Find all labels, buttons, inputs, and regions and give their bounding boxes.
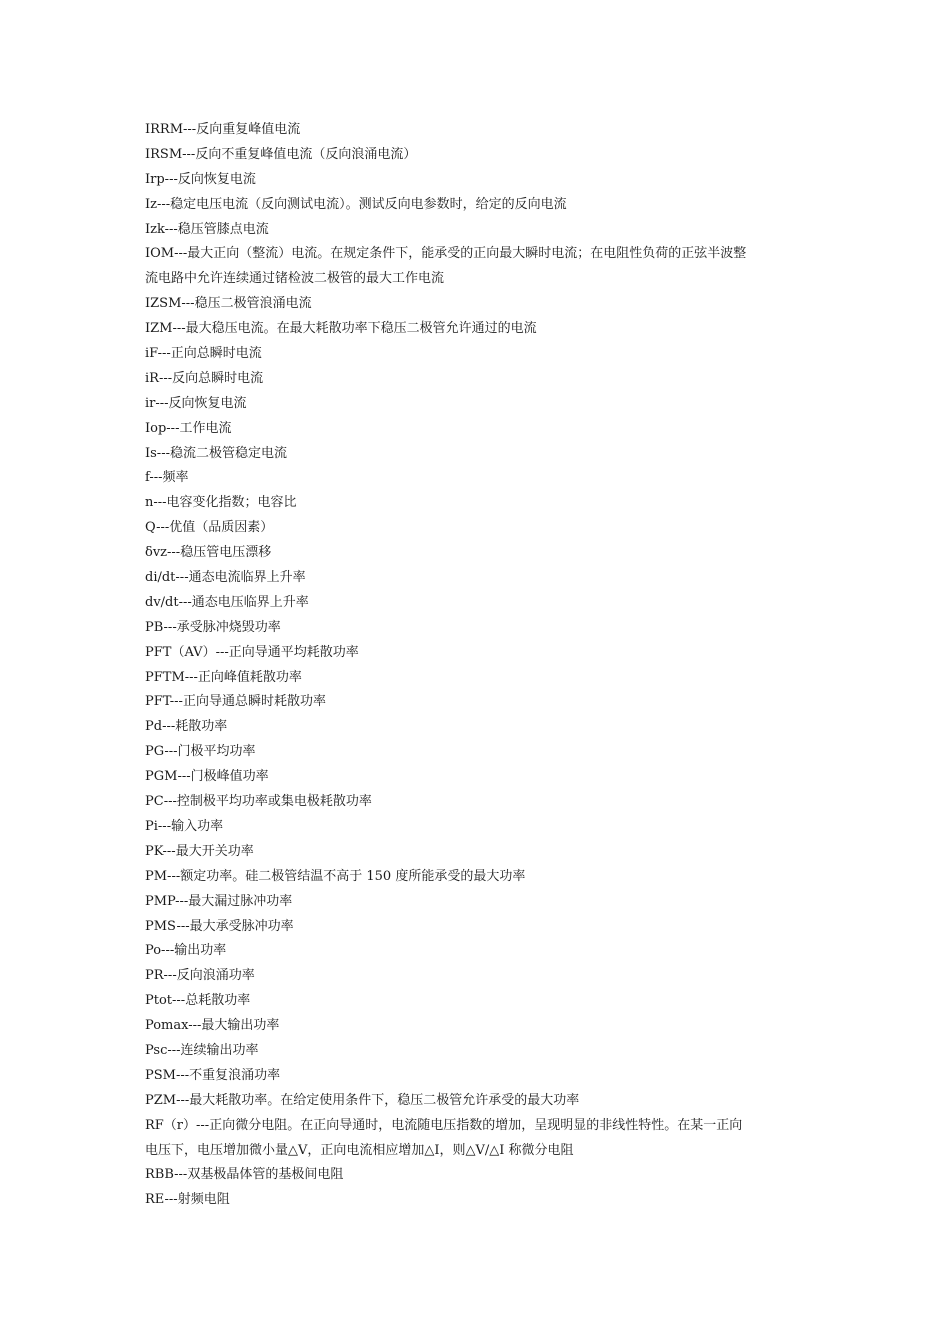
text-line: f---频率 [145, 470, 189, 486]
text-line: RE---射频电阻 [145, 1192, 230, 1208]
text-line: PG---门极平均功率 [145, 744, 256, 760]
parameter-list [145, 118, 817, 1213]
text-line: Psc---连续输出功率 [145, 1042, 259, 1058]
text-line: PFT---正向导通总瞬时耗散功率 [145, 694, 326, 710]
text-line: dv/dt---通态电压临界上升率 [145, 594, 309, 610]
text-line: ir---反向恢复电流 [145, 395, 247, 411]
text-line: Iop---工作电流 [145, 420, 232, 436]
text-line: Ptot---总耗散功率 [145, 993, 251, 1009]
text-line: Irp---反向恢复电流 [145, 171, 256, 187]
text-line: Iz---稳定电压电流（反向测试电流）。测试反向电参数时，给定的反向电流 [145, 196, 567, 212]
text-line: Pd---耗散功率 [145, 719, 228, 735]
text-line: IOM---最大正向（整流）电流。在规定条件下，能承受的正向最大瞬时电流；在电阻性负荷的正弦半波整 [145, 246, 747, 262]
text-line: PK---最大开关功率 [145, 843, 254, 859]
text-line: IZM---最大稳压电流。在最大耗散功率下稳压二极管允许通过的电流 [145, 321, 537, 337]
text-line: Po---输出功率 [145, 943, 227, 959]
text-line: PM---额定功率。硅二极管结温不高于 150 度所能承受的最大功率 [145, 868, 526, 884]
text-line: IRSM---反向不重复峰值电流（反向浪涌电流） [145, 146, 417, 162]
text-line: Pomax---最大输出功率 [145, 1018, 280, 1034]
text-line: Is---稳流二极管稳定电流 [145, 445, 287, 461]
text-line: Pi---输入功率 [145, 818, 224, 834]
text-line: di/dt---通态电流临界上升率 [145, 570, 306, 586]
text-line: n---电容变化指数；电容比 [145, 495, 297, 511]
text-line: PR---反向浪涌功率 [145, 968, 255, 984]
text-line: δvz---稳压管电压漂移 [145, 545, 272, 561]
text-line: IRRM---反向重复峰值电流 [145, 122, 301, 137]
text-line: PZM---最大耗散功率。在给定使用条件下，稳压二极管允许承受的最大功率 [145, 1092, 580, 1108]
text-line: Izk---稳压管膝点电流 [145, 221, 269, 237]
text-line: iR---反向总瞬时电流 [145, 370, 264, 386]
text-line: PFTM---正向峰值耗散功率 [145, 669, 302, 685]
text-line: PMP---最大漏过脉冲功率 [145, 893, 293, 909]
text-line: PB---承受脉冲烧毁功率 [145, 619, 281, 635]
text-line: PSM---不重复浪涌功率 [145, 1067, 281, 1083]
text-line: RBB---双基极晶体管的基极间电阻 [145, 1167, 344, 1183]
text-line: PFT（AV）---正向导通平均耗散功率 [145, 644, 359, 660]
text-line: 流电路中允许连续通过锗检波二极管的最大工作电流 [145, 271, 445, 287]
text-line: IZSM---稳压二极管浪涌电流 [145, 296, 312, 312]
text-line: RF（r）---正向微分电阻。在正向导通时，电流随电压指数的增加，呈现明显的非线性特性。在某一正向 [145, 1117, 743, 1133]
text-line: 电压下，电压增加微小量△V，正向电流相应增加△I，则△V/△I 称微分电阻 [145, 1142, 574, 1158]
text-line: PGM---门极峰值功率 [145, 769, 269, 785]
text-line: PMS---最大承受脉冲功率 [145, 918, 294, 934]
text-line: PC---控制极平均功率或集电极耗散功率 [145, 794, 372, 810]
text-line: Q---优值（品质因素） [145, 520, 274, 536]
text-line: iF---正向总瞬时电流 [145, 346, 262, 362]
